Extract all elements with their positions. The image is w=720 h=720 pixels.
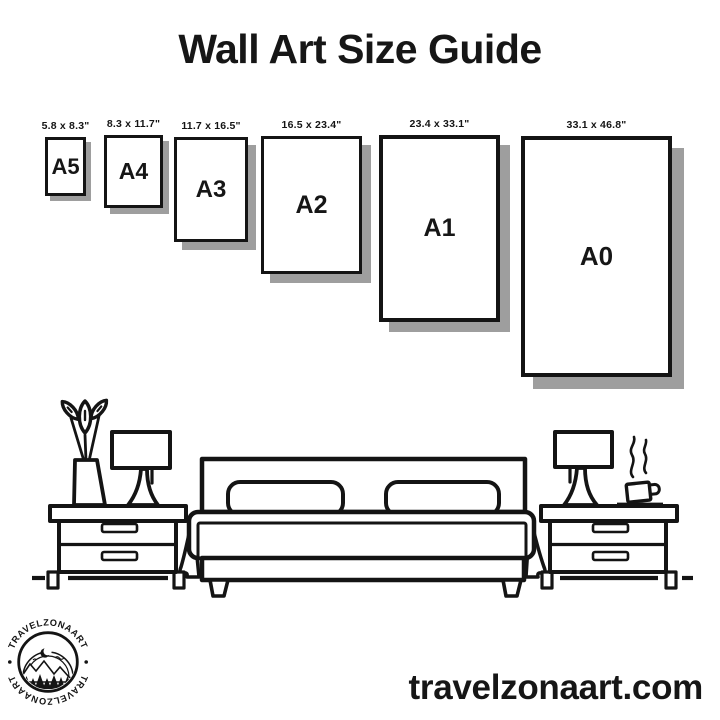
- vase: [74, 460, 105, 505]
- size-dimensions-label: 8.3 x 11.7": [106, 118, 161, 130]
- drawer-handle: [102, 552, 137, 560]
- drawer-handle: [593, 524, 628, 532]
- paper-sheet: [521, 136, 672, 377]
- lamp-shade: [555, 432, 612, 467]
- table-lamp-right-icon: [555, 432, 612, 505]
- paper-sheet: [379, 135, 500, 322]
- size-dimensions-label: 23.4 x 33.1": [409, 118, 470, 130]
- paper-size-a1: [379, 118, 500, 322]
- double-bed: [189, 459, 534, 596]
- plant-vase-icon: [59, 398, 109, 505]
- nightstand-left: [48, 506, 186, 588]
- paper-size-a0: [521, 119, 672, 377]
- page-title: Wall Art Size Guide: [178, 26, 542, 72]
- svg-text:TRAVELZONAART: TRAVELZONAART: [6, 673, 90, 707]
- nightstand-leg: [48, 572, 58, 588]
- size-name-label: A4: [118, 158, 149, 184]
- brand-logo-badge: [0, 614, 96, 710]
- size-dimensions-label: 11.7 x 16.5": [181, 120, 241, 132]
- bed-leg: [503, 580, 521, 596]
- duvet-fold: [198, 523, 526, 558]
- paper-size-a5: [41, 120, 90, 196]
- nightstand-right: [541, 506, 677, 588]
- paper-sheet: [174, 137, 248, 242]
- steam-icon: [631, 437, 634, 477]
- cup-body: [626, 482, 651, 502]
- bed-base: [202, 558, 524, 580]
- bed-leg: [210, 580, 228, 596]
- nightstand-leg: [666, 572, 676, 588]
- logo-text-top: TRAVELZONAART: [6, 617, 90, 651]
- paper-size-a3: [174, 120, 248, 242]
- website-url: travelzonaart.com: [408, 668, 703, 707]
- drawer-handle: [593, 552, 628, 560]
- plant-stem: [85, 435, 86, 461]
- bedroom-illustration: [20, 385, 700, 600]
- size-dimensions-label: 33.1 x 46.8": [566, 119, 627, 131]
- lamp-shade: [112, 432, 170, 468]
- coffee-cup-icon: [617, 437, 663, 505]
- paper-size-a2: [261, 119, 362, 274]
- size-name-label: A2: [295, 190, 328, 219]
- nightstand-leg: [174, 572, 184, 588]
- logo-separator-dot: [8, 660, 12, 664]
- size-dimensions-label: 16.5 x 23.4": [281, 119, 342, 131]
- size-name-label: A1: [423, 214, 456, 242]
- table-lamp-left-icon: [112, 432, 170, 505]
- nightstand-top: [541, 506, 677, 521]
- size-name-label: A3: [195, 175, 227, 203]
- steam-icon: [644, 440, 646, 473]
- paper-sheet: [45, 137, 86, 196]
- nightstand-top: [50, 506, 186, 521]
- drawer-handle: [102, 524, 137, 532]
- size-name-label: A0: [579, 241, 614, 271]
- paper-sheet: [261, 136, 362, 274]
- paper-sheet: [104, 135, 163, 208]
- paper-size-a4: [104, 118, 163, 208]
- nightstand-leg: [542, 572, 552, 588]
- logo-separator-dot: [84, 660, 88, 664]
- size-dimensions-label: 5.8 x 8.3": [41, 120, 90, 132]
- size-name-label: A5: [51, 153, 80, 179]
